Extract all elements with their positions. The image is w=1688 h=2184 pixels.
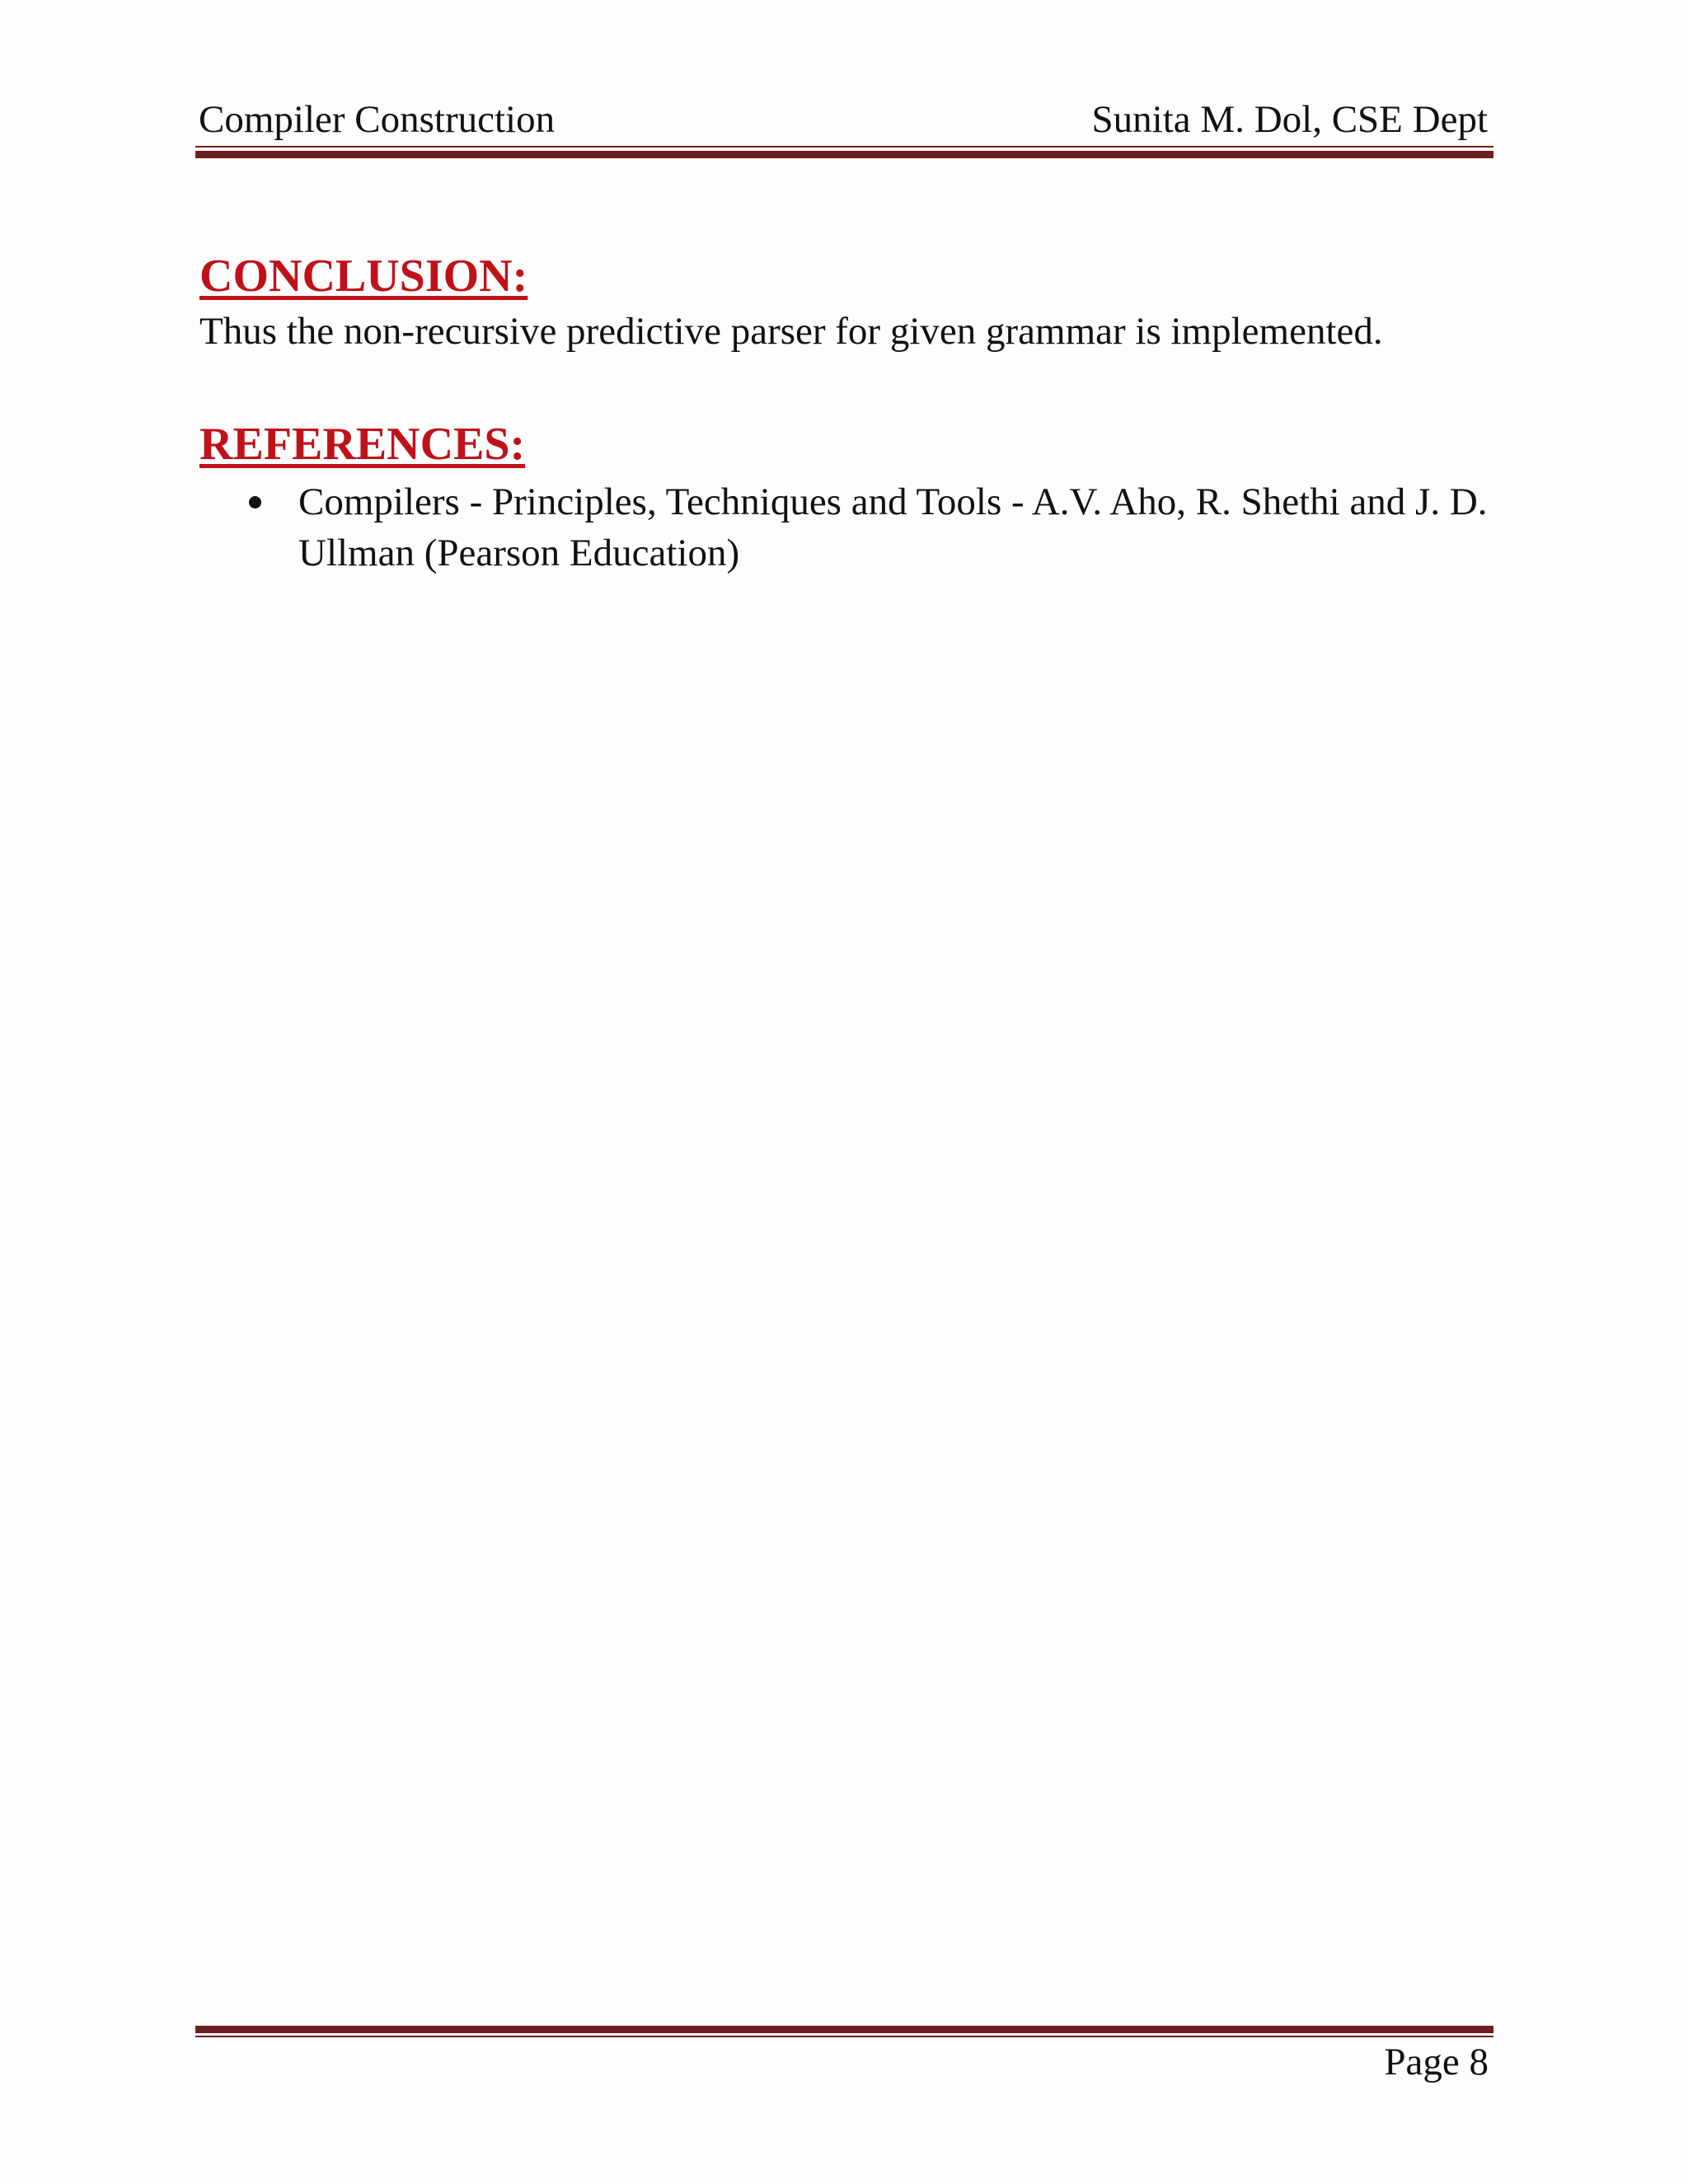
reference-list — [199, 476, 1510, 579]
reference-item — [199, 476, 1510, 579]
reference-text: Compilers - Principles, Techniques and Tools - A.V. Aho, R. Shethi and J. D. Ullman (Pearson Education) — [298, 480, 1488, 574]
header-rule-thick — [195, 151, 1493, 158]
header-course-title: Compiler Construction — [199, 98, 556, 141]
references-heading: REFERENCES: — [199, 419, 526, 470]
footer-rule-thick — [195, 2026, 1493, 2033]
footer-rule-thin — [195, 2036, 1493, 2037]
conclusion-heading: CONCLUSION: — [199, 251, 528, 302]
conclusion-text: Thus the non-recursive predictive parser for given grammar is implemented. — [199, 310, 1383, 353]
bullet-icon — [249, 496, 261, 509]
header-rule-thin — [195, 146, 1493, 148]
page-header — [199, 97, 1493, 142]
page-number: Page 8 — [1384, 2041, 1489, 2083]
header-author: Sunita M. Dol, CSE Dept — [1091, 98, 1488, 141]
